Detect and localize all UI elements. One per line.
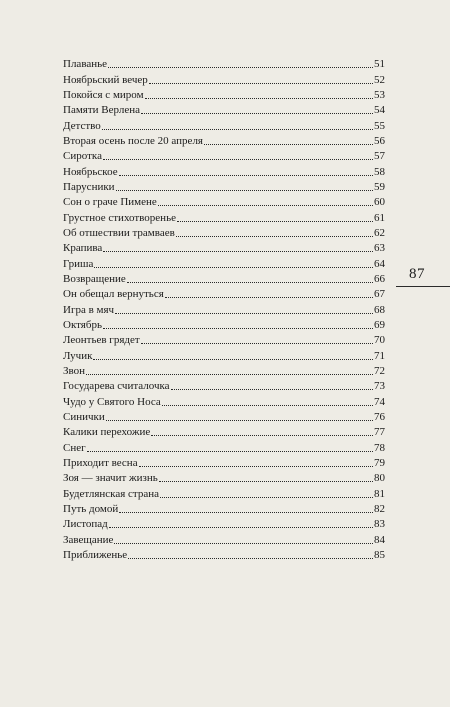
toc-entry xyxy=(63,454,385,469)
toc-entry-page: 79 xyxy=(374,456,385,469)
toc-entry xyxy=(63,101,385,116)
toc-entry xyxy=(63,316,385,331)
toc-entry-title: Сиротка xyxy=(63,150,102,163)
toc-entry-page: 76 xyxy=(374,410,385,423)
toc-dot-leader xyxy=(141,113,373,114)
toc-entry xyxy=(63,408,385,423)
toc-entry-title: Крапива xyxy=(63,242,103,255)
table-of-contents xyxy=(63,55,385,561)
toc-entry xyxy=(63,193,385,208)
toc-entry xyxy=(63,285,385,300)
toc-entry-title: Гриша xyxy=(63,257,94,270)
toc-entry xyxy=(63,392,385,407)
toc-entry xyxy=(63,377,385,392)
toc-entry-page: 74 xyxy=(374,395,385,408)
toc-dot-leader xyxy=(151,435,373,436)
toc-dot-leader xyxy=(162,405,373,406)
toc-entry-page: 56 xyxy=(374,134,385,147)
toc-dot-leader xyxy=(94,267,373,268)
page-number: 87 xyxy=(409,266,425,282)
toc-entry xyxy=(63,178,385,193)
toc-entry xyxy=(63,346,385,361)
toc-dot-leader xyxy=(158,205,373,206)
toc-entry-page: 66 xyxy=(374,272,385,285)
toc-dot-leader xyxy=(119,175,373,176)
toc-entry-page: 57 xyxy=(374,150,385,163)
toc-entry-title: Игра в мяч xyxy=(63,303,115,316)
toc-entry xyxy=(63,55,385,70)
toc-entry-title: Памяти Верлена xyxy=(63,104,141,117)
toc-entry xyxy=(63,500,385,515)
toc-entry-page: 59 xyxy=(374,180,385,193)
toc-entry xyxy=(63,224,385,239)
toc-dot-leader xyxy=(108,67,373,68)
toc-dot-leader xyxy=(86,374,373,375)
toc-dot-leader xyxy=(177,221,373,222)
toc-entry-page: 73 xyxy=(374,380,385,393)
toc-entry-title: Будетлянская страна xyxy=(63,487,160,500)
toc-entry-title: Калики перехожие xyxy=(63,426,151,439)
toc-entry xyxy=(63,331,385,346)
toc-dot-leader xyxy=(102,129,373,130)
toc-entry xyxy=(63,484,385,499)
toc-dot-leader xyxy=(106,420,373,421)
toc-entry-page: 70 xyxy=(374,334,385,347)
toc-entry-page: 72 xyxy=(374,364,385,377)
toc-entry-page: 52 xyxy=(374,73,385,86)
toc-entry-page: 63 xyxy=(374,242,385,255)
toc-entry-title: Приближенье xyxy=(63,548,128,561)
toc-entry-title: Приходит весна xyxy=(63,456,138,469)
toc-dot-leader xyxy=(103,328,373,329)
toc-entry xyxy=(63,515,385,530)
toc-entry-title: Он обещал вернуться xyxy=(63,288,164,301)
toc-dot-leader xyxy=(160,497,373,498)
toc-entry-page: 85 xyxy=(374,548,385,561)
toc-dot-leader xyxy=(116,190,373,191)
toc-dot-leader xyxy=(127,282,373,283)
toc-entry-title: Покойся с миром xyxy=(63,88,144,101)
toc-dot-leader xyxy=(114,543,373,544)
toc-entry-page: 54 xyxy=(374,104,385,117)
toc-entry-title: Листопад xyxy=(63,518,108,531)
toc-entry-title: Леонтьев грядет xyxy=(63,334,140,347)
toc-entry-page: 83 xyxy=(374,518,385,531)
toc-entry xyxy=(63,254,385,269)
toc-entry-title: Вторая осень после 20 апреля xyxy=(63,134,203,147)
toc-dot-leader xyxy=(103,251,373,252)
toc-entry xyxy=(63,438,385,453)
toc-entry xyxy=(63,86,385,101)
toc-entry-page: 53 xyxy=(374,88,385,101)
toc-entry-title: Возвращение xyxy=(63,272,126,285)
toc-entry xyxy=(63,270,385,285)
toc-entry-page: 68 xyxy=(374,303,385,316)
toc-entry xyxy=(63,300,385,315)
toc-dot-leader xyxy=(165,297,373,298)
toc-entry-page: 69 xyxy=(374,318,385,331)
toc-entry-title: Государева считалочка xyxy=(63,380,170,393)
toc-dot-leader xyxy=(87,451,373,452)
page-number-rule xyxy=(396,286,450,287)
toc-entry xyxy=(63,208,385,223)
toc-dot-leader xyxy=(115,313,373,314)
toc-entry-title: Путь домой xyxy=(63,502,119,515)
toc-entry-title: Синички xyxy=(63,410,105,423)
toc-entry-page: 84 xyxy=(374,533,385,546)
toc-entry xyxy=(63,469,385,484)
toc-entry-page: 80 xyxy=(374,472,385,485)
toc-dot-leader xyxy=(204,144,373,145)
toc-entry-title: Зоя — значит жизнь xyxy=(63,472,158,485)
toc-entry-title: Сон о граче Пимене xyxy=(63,196,157,209)
toc-entry-title: Грустное стихотворенье xyxy=(63,211,176,224)
toc-entry-page: 82 xyxy=(374,502,385,515)
toc-dot-leader xyxy=(176,236,373,237)
toc-entry-title: Октябрь xyxy=(63,318,102,331)
toc-dot-leader xyxy=(149,83,373,84)
toc-entry-page: 78 xyxy=(374,441,385,454)
toc-dot-leader xyxy=(139,466,373,467)
toc-entry xyxy=(63,546,385,561)
toc-entry-title: Плаванье xyxy=(63,58,108,71)
toc-entry-title: Чудо у Святого Носа xyxy=(63,395,161,408)
toc-entry xyxy=(63,423,385,438)
toc-dot-leader xyxy=(128,558,373,559)
toc-entry-page: 71 xyxy=(374,349,385,362)
toc-dot-leader xyxy=(141,343,373,344)
toc-entry-page: 67 xyxy=(374,288,385,301)
toc-dot-leader xyxy=(109,527,373,528)
toc-entry-title: Снег xyxy=(63,441,86,454)
toc-entry xyxy=(63,147,385,162)
toc-entry-title: Парусники xyxy=(63,180,115,193)
toc-entry-title: Звон xyxy=(63,364,86,377)
toc-entry-page: 62 xyxy=(374,226,385,239)
toc-entry-title: Лучик xyxy=(63,349,93,362)
toc-entry-title: Ноябрьское xyxy=(63,165,118,178)
toc-entry xyxy=(63,70,385,85)
toc-entry xyxy=(63,116,385,131)
toc-entry xyxy=(63,362,385,377)
toc-dot-leader xyxy=(119,512,373,513)
toc-entry xyxy=(63,530,385,545)
toc-entry xyxy=(63,162,385,177)
toc-entry-page: 58 xyxy=(374,165,385,178)
toc-entry xyxy=(63,132,385,147)
toc-entry xyxy=(63,239,385,254)
toc-entry-title: Завещание xyxy=(63,533,114,546)
toc-entry-page: 55 xyxy=(374,119,385,132)
toc-entry-page: 81 xyxy=(374,487,385,500)
toc-entry-page: 60 xyxy=(374,196,385,209)
toc-dot-leader xyxy=(93,359,373,360)
toc-entry-page: 61 xyxy=(374,211,385,224)
toc-dot-leader xyxy=(145,98,373,99)
toc-entry-page: 77 xyxy=(374,426,385,439)
toc-entry-page: 64 xyxy=(374,257,385,270)
toc-dot-leader xyxy=(103,159,373,160)
toc-entry-page: 51 xyxy=(374,58,385,71)
toc-entry-title: Детство xyxy=(63,119,101,132)
toc-dot-leader xyxy=(171,389,373,390)
toc-entry-title: Ноябрьский вечер xyxy=(63,73,148,86)
toc-dot-leader xyxy=(159,481,373,482)
toc-entry-title: Об отшествии трамваев xyxy=(63,226,175,239)
